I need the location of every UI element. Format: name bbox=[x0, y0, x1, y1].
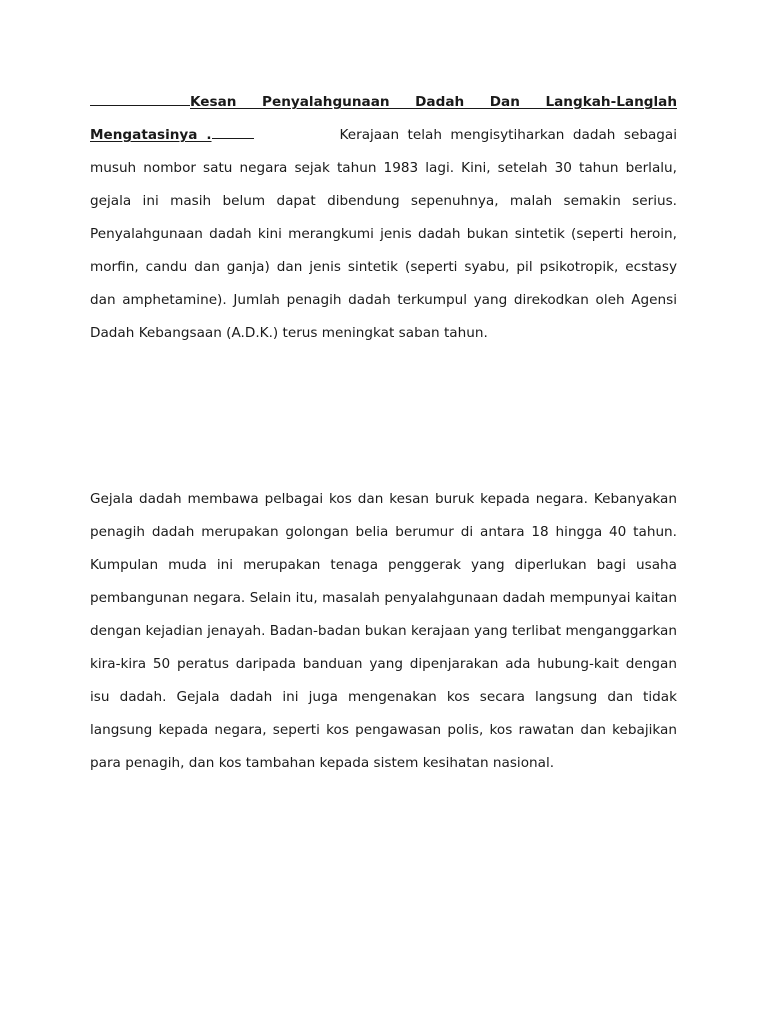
document-heading-line2: Mengatasinya . bbox=[90, 127, 212, 143]
heading-underline-trail bbox=[212, 137, 254, 139]
paragraph-intro-text: Kerajaan telah mengisytiharkan dadah sebagai musuh nombor satu negara sejak tahun 1983 lagi. Kini, setelah 30 tahun berlalu, gejala ini masih belum dapat dibendung sepenuhnya, malah semakin serius. Penyalahgunaan dadah kini merangkumi jenis dadah bukan sintetik (seperti heroin, morfin, candu dan ganja) dan jenis sintetik (seperti syabu, pil psikotropik, ecstasy dan amphetamine). Jumlah penagih dadah terkumpul yang direkodkan oleh Agensi Dadah Kebangsaan (A.D.K.) terus meningkat saban tahun. bbox=[90, 127, 678, 341]
heading-underline-lead bbox=[90, 104, 190, 106]
document-page bbox=[90, 86, 677, 780]
document-heading-line1: Kesan Penyalahgunaan Dadah Dan Langkah-Langlah bbox=[190, 94, 677, 110]
paragraph-effects: Gejala dadah membawa pelbagai kos dan kesan buruk kepada negara. Kebanyakan penagih dadah merupakan golongan belia berumur di antara 18 hingga 40 tahun. Kumpulan muda ini merupakan tenaga penggerak yang diperlukan bagi usaha pembangunan negara. Selain itu, masalah penyalahgunaan dadah mempunyai kaitan dengan kejadian jenayah. Badan-badan bukan kerajaan yang terlibat menganggarkan kira-kira 50 peratus daripada banduan yang dipenjarakan ada hubung-kait dengan isu dadah. Gejala dadah ini juga mengenakan kos secara langsung dan tidak langsung kepada negara, seperti kos pengawasan polis, kos rawatan dan kebajikan para penagih, dan kos tambahan kepada sistem kesihatan nasional. bbox=[90, 491, 677, 771]
paragraph-intro bbox=[90, 86, 677, 350]
